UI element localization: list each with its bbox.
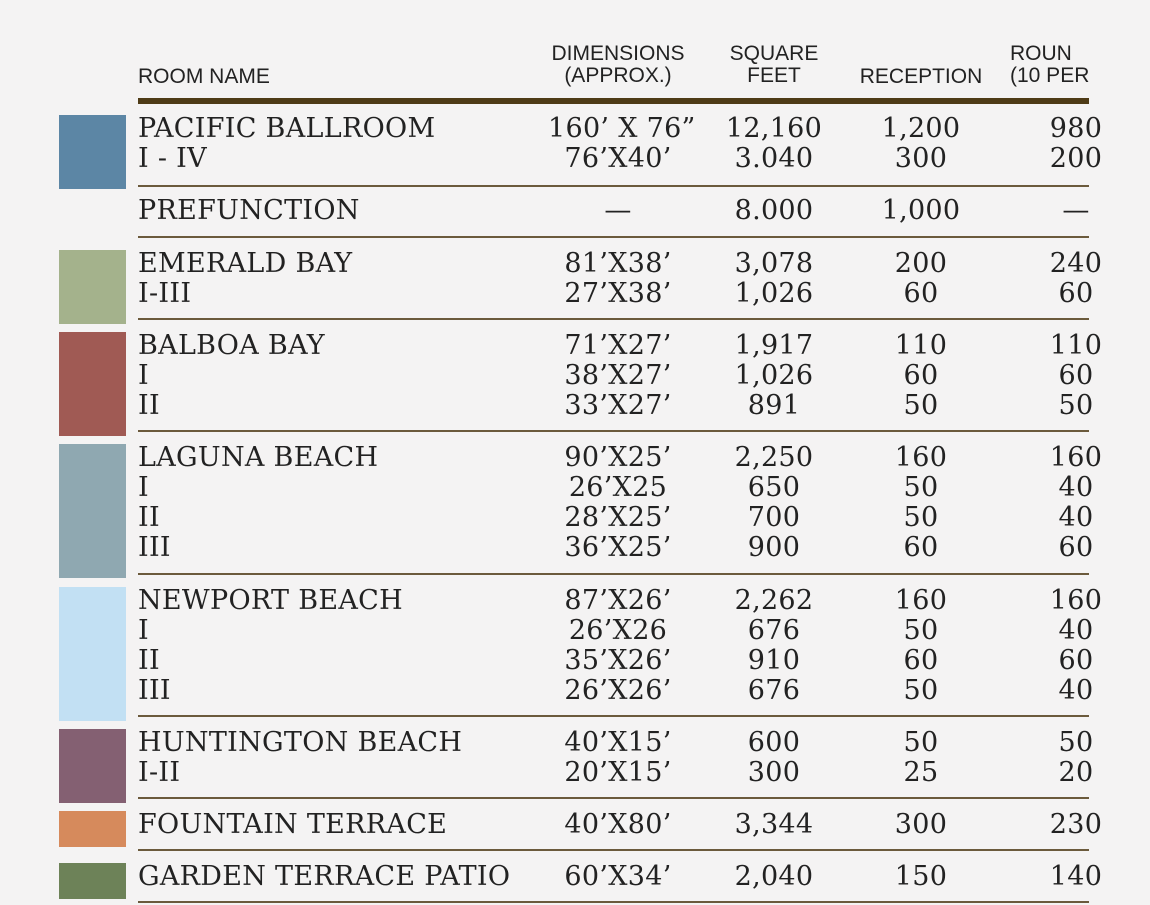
room-name-cell: LAGUNA BEACH (138, 442, 379, 473)
rounds-cell: 230 (1049, 809, 1103, 840)
rounds-cell: 40 (1058, 502, 1094, 533)
rounds-cell: 40 (1058, 675, 1094, 706)
square-feet-cell: 2,250 (734, 442, 814, 473)
room-name-cell: BALBOA BAY (138, 330, 325, 361)
room-name-cell: EMERALD BAY (138, 248, 353, 279)
reception-cell: 50 (903, 390, 939, 421)
dimensions-cell: 87’X26’ (564, 585, 672, 616)
square-feet-cell: 600 (747, 727, 801, 758)
reception-cell: 60 (903, 645, 939, 676)
reception-cell: 160 (894, 585, 948, 616)
table-row (0, 143, 1103, 174)
dimensions-cell: 26’X26’ (564, 675, 672, 706)
dimensions-cell: 40’X80’ (564, 809, 672, 840)
reception-cell: 160 (894, 442, 948, 473)
header-rounds: ROUN (10 PER (1010, 42, 1090, 87)
table-row (0, 390, 1094, 421)
room-name-cell: II (138, 390, 160, 421)
rounds-cell: 50 (1058, 390, 1094, 421)
row-divider (138, 430, 1089, 432)
room-name-cell: I - IV (138, 143, 207, 174)
square-feet-cell: 891 (747, 390, 801, 421)
header-reception: RECEPTION (859, 65, 983, 88)
room-name-cell: PACIFIC BALLROOM (138, 113, 436, 144)
table-row (0, 472, 1094, 503)
rounds-cell: 60 (1058, 532, 1094, 563)
row-divider (138, 901, 1089, 903)
dimensions-cell: 33’X27’ (564, 390, 672, 421)
dimensions-cell: 160’ X 76” (548, 113, 696, 144)
table-row (0, 585, 1103, 616)
room-name-cell: II (138, 502, 160, 533)
room-name-cell: HUNTINGTON BEACH (138, 727, 463, 758)
dimensions-cell: 35’X26’ (564, 645, 672, 676)
row-divider (138, 573, 1089, 575)
room-name-cell: GARDEN TERRACE PATIO (138, 861, 511, 892)
reception-cell: 1,000 (881, 195, 961, 226)
table-row (0, 675, 1094, 706)
square-feet-cell: 300 (747, 757, 801, 788)
room-name-cell: I (138, 472, 149, 503)
rounds-cell: 240 (1049, 248, 1103, 279)
room-name-cell: I-III (138, 278, 192, 309)
square-feet-cell: 2,262 (734, 585, 814, 616)
room-name-cell: II (138, 645, 160, 676)
square-feet-cell: 1,917 (734, 330, 814, 361)
row-divider (138, 715, 1089, 717)
rounds-cell: 160 (1049, 585, 1103, 616)
reception-cell: 50 (903, 727, 939, 758)
rounds-cell: 50 (1058, 727, 1094, 758)
header-dimensions: DIMENSIONS (APPROX.) (551, 42, 685, 87)
room-name-cell: NEWPORT BEACH (138, 585, 403, 616)
square-feet-cell: 676 (747, 615, 801, 646)
dimensions-cell: 28’X25’ (564, 502, 672, 533)
row-divider (138, 185, 1089, 187)
dimensions-cell: 90’X25’ (564, 442, 672, 473)
reception-cell: 300 (894, 143, 948, 174)
square-feet-cell: 12,160 (725, 113, 823, 144)
reception-cell: 60 (903, 532, 939, 563)
square-feet-cell: 3,344 (734, 809, 814, 840)
table-row (0, 727, 1094, 758)
reception-cell: 110 (894, 330, 948, 361)
reception-cell: 50 (903, 615, 939, 646)
square-feet-cell: 2,040 (734, 861, 814, 892)
row-divider (138, 236, 1089, 238)
dimensions-cell: 71’X27’ (564, 330, 672, 361)
header-rule (138, 98, 1089, 104)
room-name-cell: I-II (138, 757, 181, 788)
dimensions-cell: 40’X15’ (564, 727, 672, 758)
dimensions-cell: 81’X38’ (564, 248, 672, 279)
dimensions-cell: 20’X15’ (564, 757, 672, 788)
square-feet-cell: 3,078 (734, 248, 814, 279)
rounds-cell: 40 (1058, 472, 1094, 503)
rounds-cell: 20 (1058, 757, 1094, 788)
square-feet-cell: 900 (747, 532, 801, 563)
dimensions-cell: 38’X27’ (564, 360, 672, 391)
reception-cell: 60 (903, 278, 939, 309)
square-feet-cell: 8.000 (734, 195, 814, 226)
rounds-cell: 160 (1049, 442, 1103, 473)
table-row (0, 502, 1094, 533)
room-name-cell: PREFUNCTION (138, 195, 360, 226)
rounds-cell: 980 (1049, 113, 1103, 144)
square-feet-cell: 650 (747, 472, 801, 503)
reception-cell: 25 (903, 757, 939, 788)
table-row (0, 809, 1103, 840)
square-feet-cell: 910 (747, 645, 801, 676)
reception-cell: 50 (903, 502, 939, 533)
table-row (0, 196, 1089, 226)
table-row (0, 861, 1103, 892)
square-feet-cell: 1,026 (734, 360, 814, 391)
table-row (0, 360, 1094, 391)
dimensions-cell: — (604, 195, 632, 226)
square-feet-cell: 676 (747, 675, 801, 706)
rounds-cell: 200 (1049, 143, 1103, 174)
dimensions-cell: 26’X26 (568, 615, 668, 646)
reception-cell: 200 (894, 248, 948, 279)
dimensions-cell: 76’X40’ (564, 143, 672, 174)
rounds-cell: 110 (1049, 330, 1103, 361)
rounds-cell: 60 (1058, 278, 1094, 309)
table-row (0, 113, 1103, 144)
header-square-feet: SQUARE FEET (729, 42, 819, 87)
header-room-name: ROOM NAME (138, 65, 270, 88)
room-name-cell: III (138, 532, 171, 563)
rounds-cell: 60 (1058, 645, 1094, 676)
table-row (0, 442, 1103, 473)
rounds-cell: 40 (1058, 615, 1094, 646)
rounds-cell: 60 (1058, 360, 1094, 391)
rounds-cell: — (1062, 195, 1090, 226)
dimensions-cell: 60’X34’ (564, 861, 672, 892)
table-row (0, 757, 1094, 788)
square-feet-cell: 1,026 (734, 278, 814, 309)
room-name-cell: I (138, 360, 149, 391)
reception-cell: 50 (903, 675, 939, 706)
table-row (0, 615, 1094, 646)
reception-cell: 50 (903, 472, 939, 503)
reception-cell: 150 (894, 861, 948, 892)
rounds-cell: 140 (1049, 861, 1103, 892)
room-name-cell: FOUNTAIN TERRACE (138, 809, 448, 840)
room-name-cell: III (138, 675, 171, 706)
table-row (0, 248, 1103, 279)
reception-cell: 1,200 (881, 113, 961, 144)
row-divider (138, 849, 1089, 851)
square-feet-cell: 700 (747, 502, 801, 533)
reception-cell: 300 (894, 809, 948, 840)
row-divider (138, 318, 1089, 320)
dimensions-cell: 36’X25’ (564, 532, 672, 563)
table-row (0, 645, 1094, 676)
reception-cell: 60 (903, 360, 939, 391)
table-row (0, 532, 1094, 563)
room-name-cell: I (138, 615, 149, 646)
table-row (0, 330, 1103, 361)
dimensions-cell: 27’X38’ (564, 278, 672, 309)
square-feet-cell: 3.040 (734, 143, 814, 174)
dimensions-cell: 26’X25 (568, 472, 668, 503)
table-row (0, 278, 1094, 309)
row-divider (138, 797, 1089, 799)
